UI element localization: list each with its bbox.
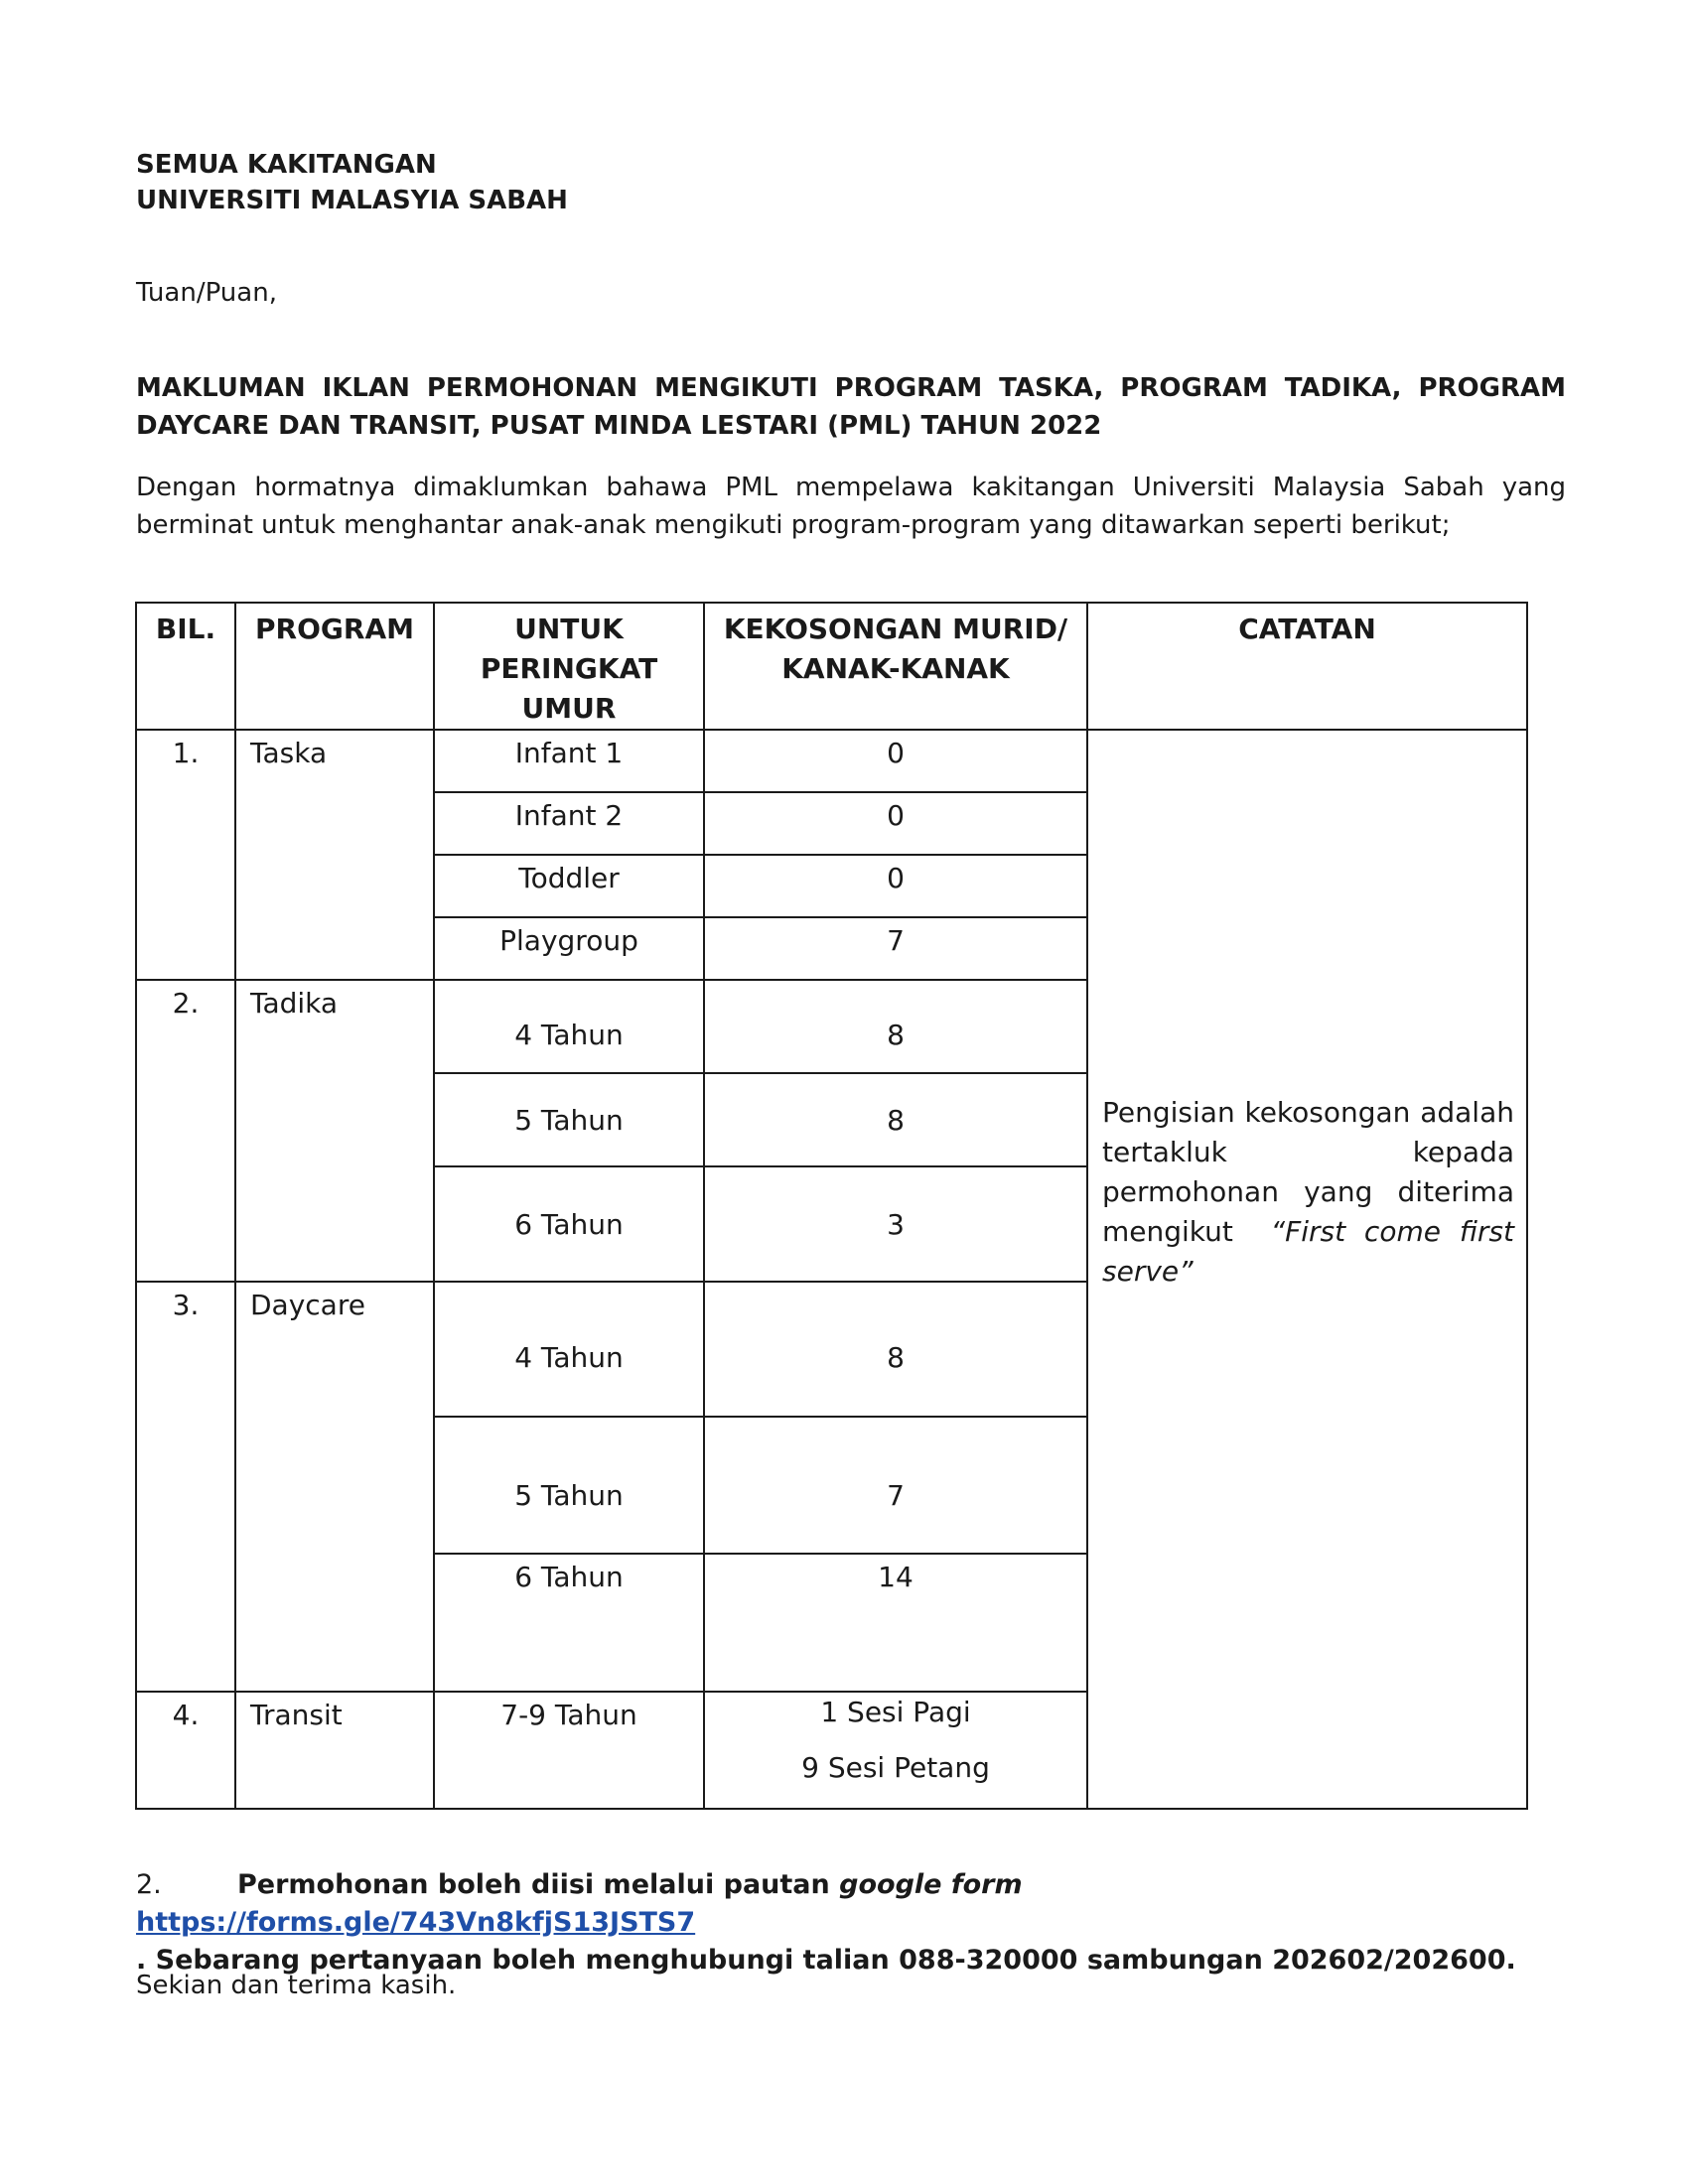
bil-cell: 3. <box>136 1282 235 1692</box>
age-cell: 6 Tahun <box>434 1554 704 1692</box>
google-form-link[interactable]: https://forms.gle/743Vn8kfjS13JSTS7 <box>136 1907 696 1938</box>
header-program: PROGRAM <box>235 603 434 730</box>
age-cell: 5 Tahun <box>434 1417 704 1554</box>
salutation: Tuan/Puan, <box>136 278 277 308</box>
note-cell <box>1087 730 1527 1809</box>
age-cell: 6 Tahun <box>434 1166 704 1282</box>
note-plain-text: Pengisian kekosongan adalah tertakluk kepada permohonan yang diterima mengikut <box>1102 1096 1514 1248</box>
age-cell: Playgroup <box>434 917 704 980</box>
program-cell: Taska <box>235 730 434 980</box>
recipient-line-1: SEMUA KAKITANGAN <box>136 150 437 180</box>
paragraph-2-text-a: Permohonan boleh diisi melalui pautan <box>237 1869 830 1900</box>
age-cell: Toddler <box>434 855 704 917</box>
vacancy-cell: 14 <box>704 1554 1087 1692</box>
paragraph-2 <box>136 1866 1566 1979</box>
vacancy-cell: 7 <box>704 1417 1087 1554</box>
session-morning: 1 Sesi Pagi <box>820 1696 971 1728</box>
table-header-row <box>136 603 1527 730</box>
vacancy-table <box>135 602 1528 1810</box>
age-cell: 7-9 Tahun <box>434 1692 704 1809</box>
bil-cell: 2. <box>136 980 235 1282</box>
note-italic-text: “First come first serve” <box>1102 1215 1514 1288</box>
paragraph-2-italic: google form <box>839 1869 1023 1900</box>
program-cell: Transit <box>235 1692 434 1809</box>
paragraph-2-text-b: . Sebarang pertanyaan boleh menghubungi talian 088-320000 sambungan 202602/202600. <box>136 1945 1516 1976</box>
paragraph-number: 2. <box>136 1869 162 1900</box>
intro-paragraph: Dengan hormatnya dimaklumkan bahawa PML mempelawa kakitangan Universiti Malaysia Sabah yang berminat untuk menghantar anak-anak mengikuti program-program yang ditawarkan seperti berikut; <box>136 473 1566 540</box>
session-evening: 9 Sesi Petang <box>801 1751 990 1784</box>
age-cell: Infant 1 <box>434 730 704 792</box>
program-cell: Daycare <box>235 1282 434 1692</box>
vacancy-cell: 8 <box>704 1282 1087 1417</box>
closing-line: Sekian dan terima kasih. <box>136 1971 457 2000</box>
header-note: CATATAN <box>1087 603 1527 730</box>
vacancy-cell: 8 <box>704 980 1087 1073</box>
vacancy-cell: 7 <box>704 917 1087 980</box>
transit-sessions <box>705 1685 1086 1796</box>
age-cell: 5 Tahun <box>434 1073 704 1166</box>
note-text <box>1102 1093 1514 1292</box>
bil-cell: 1. <box>136 730 235 980</box>
recipient-line-2: UNIVERSITI MALASYIA SABAH <box>136 186 568 215</box>
letter-heading: MAKLUMAN IKLAN PERMOHONAN MENGIKUTI PROGRAM TASKA, PROGRAM TADIKA, PROGRAM DAYCARE DAN TRANSIT, PUSAT MINDA LESTARI (PML) TAHUN 2022 <box>136 373 1566 441</box>
vacancy-cell: 3 <box>704 1166 1087 1282</box>
header-age: UNTUK PERINGKAT UMUR <box>434 603 704 730</box>
bil-cell: 4. <box>136 1692 235 1809</box>
program-cell: Tadika <box>235 980 434 1282</box>
vacancy-cell <box>704 1692 1087 1809</box>
header-vacancy: KEKOSONGAN MURID/ KANAK-KANAK <box>704 603 1087 730</box>
vacancy-cell: 8 <box>704 1073 1087 1166</box>
header-bil: BIL. <box>136 603 235 730</box>
age-cell: 4 Tahun <box>434 980 704 1073</box>
recipient-block <box>136 147 568 218</box>
vacancy-cell: 0 <box>704 730 1087 792</box>
vacancy-cell: 0 <box>704 792 1087 855</box>
table-row <box>136 730 1527 792</box>
age-cell: Infant 2 <box>434 792 704 855</box>
vacancy-cell: 0 <box>704 855 1087 917</box>
age-cell: 4 Tahun <box>434 1282 704 1417</box>
